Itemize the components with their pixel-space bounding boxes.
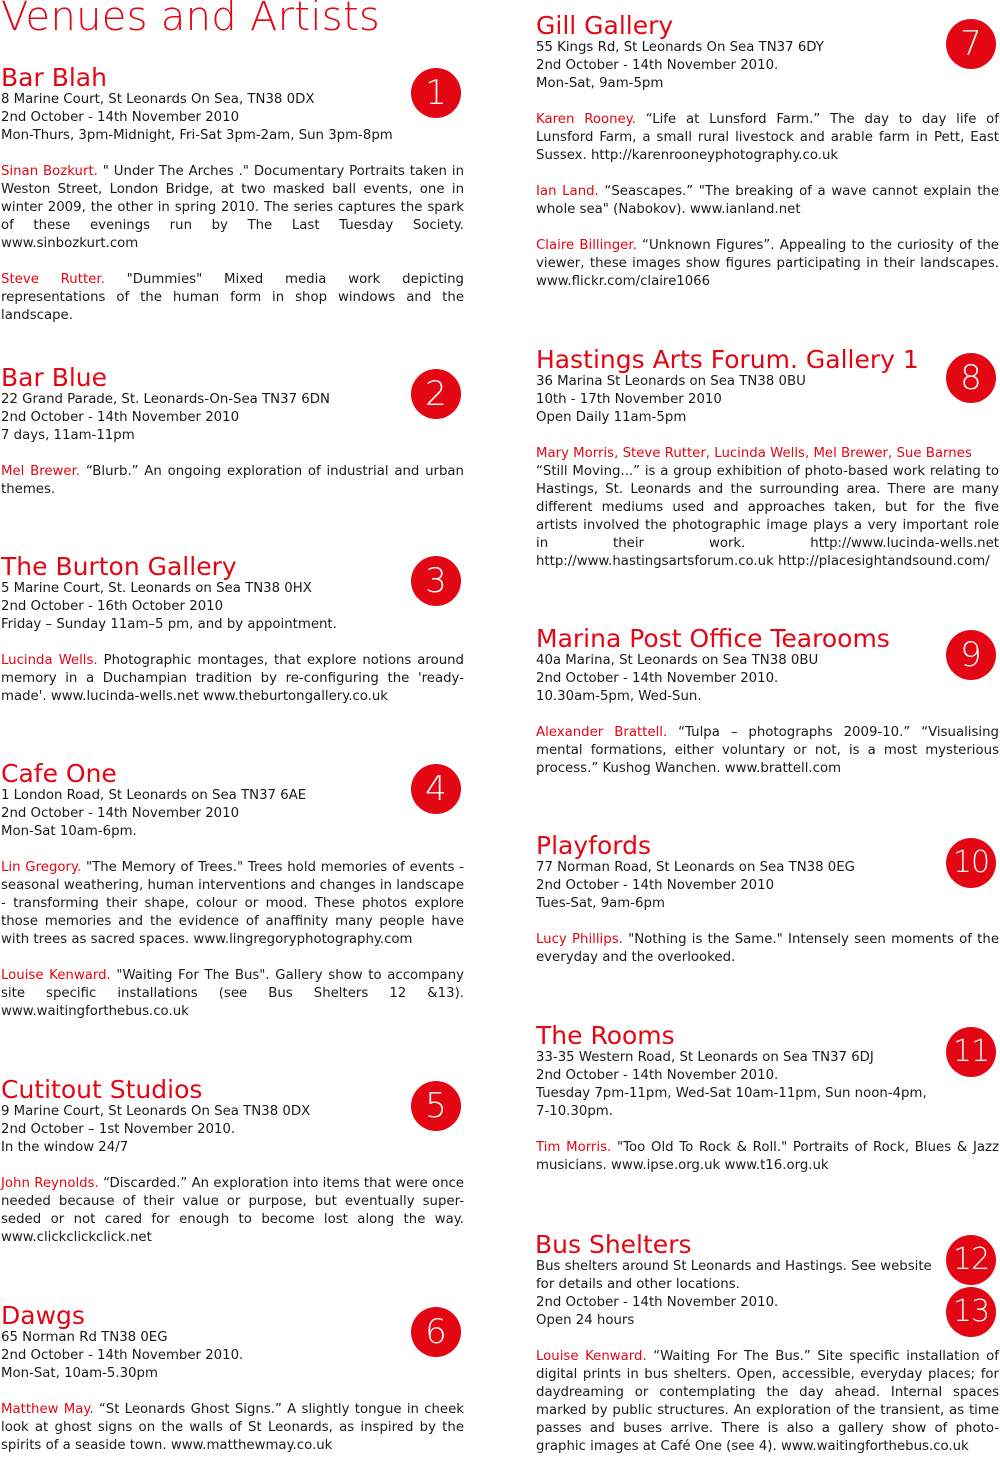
venue-info [536,1294,999,1330]
venue-burton-gallery [1,553,464,719]
venue-hours: Mon-Sat, 9am-5pm [536,76,664,91]
artist-description: “Discarded.” An exploration into items that were once needed because of their value or purpose, but eventually super-seded or not cared for enough to become lost along the way. www.clickclickclick.net [1,1176,464,1245]
venue-address: 9 Marine Court, St Leonards On Sea TN38 0DX [1,1104,311,1119]
venue-dates: 2nd October - 14th November 2010. [536,1295,779,1310]
venue-number-badge: 5 [411,1081,461,1131]
artist-name: Louise Kenward. [536,1349,647,1364]
page-title: Venues and Artists [1,0,381,40]
artist-entry [536,183,999,219]
artist-entry [1,163,464,253]
artist-name: Alexander Brattell. [536,725,668,740]
venue-hours: Tuesday 7pm-11pm, Wed-Sat 10am-11pm, Sun noon-4pm, 7-10.30pm. [536,1086,927,1119]
venue-dates: 2nd October - 16th October 2010 [1,599,224,614]
venue-address: 1 London Road, St Leonards on Sea TN37 6AE [1,788,307,803]
artist-description: “St Leonards Ghost Signs.” A slightly tongue in cheek look at ghost signs on the walls of St Leonards, as inspired by the spirits of a seaside town. www.matthewmay.co.uk [1,1402,464,1453]
artist-entry [536,1348,999,1456]
artist-entry [536,931,999,967]
artist-description: “Blurb.” An ongoing exploration of industrial and urban themes. [1,464,464,497]
venue-info [536,652,999,706]
venue-info [1,1329,464,1383]
artist-name: Louise Kenward. [1,968,111,983]
venue-address: 8 Marine Court, St Leonards On Sea, TN38 0DX [1,92,315,107]
venue-cafe-one [1,760,464,1034]
artist-entry [1,967,464,1021]
venue-the-rooms [536,1022,999,1188]
venue-dates: 2nd October - 14th November 2010. [536,1068,779,1083]
venue-address: 77 Norman Road, St Leonards on Sea TN38 0EG [536,860,855,875]
artist-names-group: Mary Morris, Steve Rutter, Lucinda Wells, Mel Brewer, Sue Barnes [536,446,972,461]
artist-description: "Too Old To Rock & Roll." Portraits of Rock, Blues & Jazz musicians. www.ipse.org.uk www.t16.org.uk [536,1140,1000,1173]
venue-dates: 2nd October - 14th November 2010. [536,671,779,686]
artist-description: “Tulpa – photographs 2009-10.” “Visualising mental formations, either voluntary or not, is a most mysterious process.” Kushog Wanchen. www.brattell.com [536,725,999,776]
venue-info [536,39,999,93]
venue-hours: Open Daily 11am-5pm [536,410,687,425]
venue-name: Bar Blah [1,63,107,92]
venue-number-badge: 2 [411,369,461,419]
artist-name: Lucinda Wells. [1,653,98,668]
venue-hours: Mon-Sat 10am-6pm. [1,824,137,839]
venue-number-badge: 11 [946,1027,996,1077]
venue-name: Marina Post Office Tearooms [536,624,890,653]
venue-number-badge: 7 [946,19,996,69]
venue-name: Cutitout Studios [1,1075,203,1104]
venue-address: 36 Marina St Leonards on Sea TN38 0BU [536,374,806,389]
venue-name: The Burton Gallery [1,552,237,581]
venue-name: Hastings Arts Forum. Gallery 1 [536,345,919,374]
artist-description: “Waiting For The Bus.” Site specific installation of digital prints in bus shelters. Open, accessible, everyday places; for daydreaming or contemplating the day ahead. Internal spaces marked by public structures. An exploration of the transient, as time passes and buses arrive. There is also a gallery show of photo-graphic images at Café One (see 4). www.waitingforthebus.co.uk [536,1349,999,1454]
venue-info [1,580,464,634]
venue-info [536,1049,999,1085]
venue-number-badge: 13 [946,1287,996,1337]
venue-address: 55 Kings Rd, St Leonards On Sea TN37 6DY [536,40,824,55]
venue-hours: 7 days, 11am-11pm [1,428,135,443]
venue-playfords [536,832,999,980]
venue-hours: Mon-Sat, 10am-5.30pm [1,1366,158,1381]
venue-hastings-arts-forum [536,346,999,584]
venue-hours: Friday – Sunday 11am–5 pm, and by appointment. [1,617,337,632]
artist-name: Ian Land. [536,184,599,199]
artist-description: "Nothing is the Same." Intensely seen moments of the everyday and the overlooked. [536,932,1000,965]
venue-gill-gallery [536,12,999,304]
venue-dawgs [1,1302,464,1468]
venue-address: 65 Norman Rd TN38 0EG [1,1330,168,1345]
artist-description: "Dummies" Mixed media work depicting representations of the human form in shop windows and the landscape. [1,272,464,323]
artist-name: Karen Rooney. [536,112,636,127]
artist-name: Mel Brewer. [1,464,81,479]
venue-dates: 2nd October - 14th November 2010 [1,110,240,125]
venue-dates: 2nd October - 14th November 2010. [536,58,779,73]
venue-address: 5 Marine Court, St. Leonards on Sea TN38 0HX [1,581,312,596]
venue-name: Cafe One [1,759,117,788]
venue-info [536,859,999,913]
venue-address: 22 Grand Parade, St. Leonards-On-Sea TN37 6DN [1,392,330,407]
artist-entry [1,652,464,706]
artist-description: “Still Moving...” is a group exhibition of photo-based work relating to Hastings, St. Leonards and the surrounding area. There are many different mediums used and approaches taken, but for the five artists involved the photographic image plays a very important role in their work. http://www.lucinda-wells.net http://www.hastingsartsforum.co.uk http://placesightandsound.com/ [536,464,999,569]
artist-entry [536,445,999,571]
venue-description: Bus shelters around St Leonards and Hastings. See website for details and other locations. [536,1259,932,1292]
artist-entry [1,463,464,499]
venue-info [536,373,999,427]
venue-bar-blue [1,364,464,512]
venue-dates: 2nd October – 1st November 2010. [1,1122,236,1137]
venue-name: The Rooms [536,1021,675,1050]
venue-info [1,787,464,841]
venue-name: Bar Blue [1,363,108,392]
artist-name: Lucy Phillips. [536,932,623,947]
venue-info [1,391,464,445]
venue-name: Bus Shelters [535,1230,692,1259]
venue-hours: Mon-Thurs, 3pm-Midnight, Fri-Sat 3pm-2am, Sun 3pm-8pm [1,128,393,143]
artist-name: John Reynolds. [1,1176,99,1191]
artist-description: “Unknown Figures”. Appealing to the curiosity of the viewer, these images show figures participating in their landscapes. www.flickr.com/claire1066 [536,238,999,289]
venue-number-badge: 9 [946,630,996,680]
venue-marina-post-office [536,625,999,791]
venue-address: 40a Marina, St Leonards on Sea TN38 0BU [536,653,819,668]
venue-dates: 2nd October - 14th November 2010 [536,878,775,893]
artist-name: Lin Gregory. [1,860,82,875]
venue-bus-shelters [536,1231,999,1469]
artist-description: "Waiting For The Bus". Gallery show to accompany site specific installations (see Bus Shelters 12 &13). www.waitingforthebus.co.uk [1,968,464,1019]
artist-description: Photographic montages, that explore notions around memory in a Duchampian tradition by re-configuring the 'ready-made'. www.lucinda-wells.net www.theburtongallery.co.uk [1,653,465,704]
artist-entry [1,271,464,325]
venue-address: 33-35 Western Road, St Leonards on Sea TN37 6DJ [536,1050,874,1065]
venue-number-badge: 10 [946,838,996,888]
venue-hours: Open 24 hours [536,1313,635,1328]
venue-number-badge: 4 [411,764,461,814]
venue-dates: 2nd October - 14th November 2010 [1,806,240,821]
artist-name: Matthew May. [1,1402,94,1417]
venue-number-badge: 12 [946,1235,996,1285]
venue-hours: In the window 24/7 [1,1140,129,1155]
venue-bar-blah [1,64,464,338]
venue-name: Dawgs [1,1301,85,1330]
venue-name: Gill Gallery [536,11,674,40]
venue-number-badge: 6 [411,1307,461,1357]
venue-cutitout-studios [1,1076,464,1260]
venue-info [1,1103,464,1157]
artist-entry [1,1401,464,1455]
artist-entry [536,1139,999,1175]
artist-description: “Seascapes.” "The breaking of a wave cannot explain the whole sea" (Nabokov). www.ianland.net [536,184,1000,217]
venue-dates: 10th - 17th November 2010 [536,392,722,407]
venue-number-badge: 3 [411,556,461,606]
venue-info [1,91,464,145]
venue-number-badge: 8 [946,353,996,403]
venue-hours: Tues-Sat, 9am-6pm [536,896,665,911]
venue-dates: 2nd October - 14th November 2010. [1,1348,244,1363]
artist-entry [536,724,999,778]
venue-number-badge: 1 [411,68,461,118]
artist-entry [536,111,999,165]
artist-name: Sinan Bozkurt. [1,164,98,179]
artist-description: "The Memory of Trees." Trees hold memories of events - seasonal weathering, human interventions and changes in landscape - transforming their shape, colour or mood. These photos explore those memories and the evidence of anaffinity many people have with trees as sacred spaces. www.lingregoryphotography.com [1,860,464,947]
artist-entry [536,237,999,291]
venue-hours: 10.30am-5pm, Wed-Sun. [536,689,702,704]
artist-name: Tim Morris. [536,1140,612,1155]
artist-name: Steve Rutter. [1,272,105,287]
venue-dates: 2nd October - 14th November 2010 [1,410,240,425]
venue-name: Playfords [536,831,651,860]
artist-entry [1,1175,464,1247]
artist-name: Claire Billinger. [536,238,637,253]
artist-description: " Under The Arches ." Documentary Portraits taken in Weston Street, London Bridge, at two masked ball events, one in winter 2009, the other in spring 2010. The series captures the spark of these evenings run by The Last Tuesday Society. www.sinbozkurt.com [1,164,465,251]
artist-description: “Life at Lunsford Farm.” The day to day life of Lunsford Farm, a small rural livestock and arable farm in Pett, East Sussex. http://karenrooneyphotography.co.uk [536,112,999,163]
artist-entry [1,859,464,949]
